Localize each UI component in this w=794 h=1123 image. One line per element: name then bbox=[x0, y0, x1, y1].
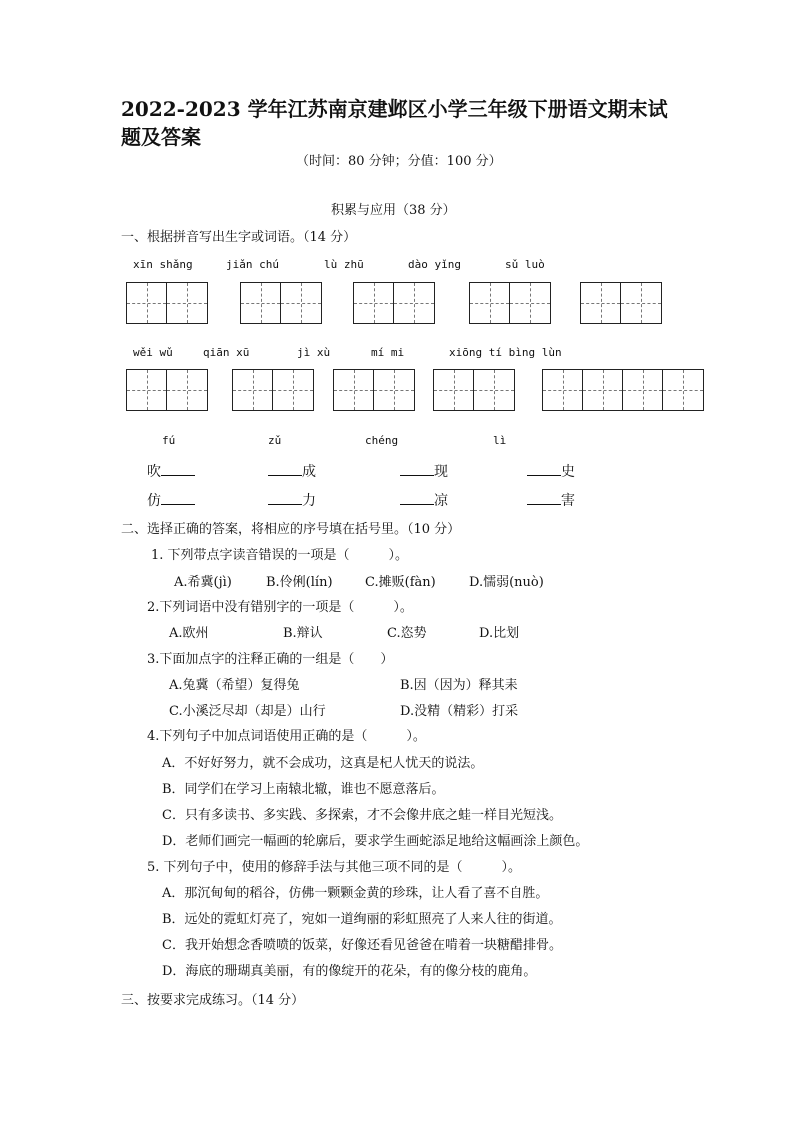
pinyin-label: jì xù bbox=[297, 346, 331, 359]
option-d[interactable]: D.懦弱(nuò) bbox=[469, 575, 544, 590]
q1-heading: 一、根据拼音写出生字或词语。（14 分） bbox=[121, 230, 357, 245]
pinyin-label: chéng bbox=[365, 434, 399, 447]
fill-item bbox=[527, 461, 575, 481]
exam-title bbox=[121, 95, 668, 151]
option-a[interactable]: A．那沉甸甸的稻谷，仿佛一颗颗金黄的珍珠，让人看了喜不自胜。 bbox=[162, 886, 549, 901]
pinyin-label: fú bbox=[162, 434, 176, 447]
option-b[interactable]: B.辩认 bbox=[283, 626, 323, 641]
writing-grid[interactable] bbox=[433, 369, 515, 411]
option-c[interactable]: C．我开始想念香喷喷的饭菜，好像还看见爸爸在啃着一块糖醋排骨。 bbox=[162, 938, 562, 953]
fill-char: 史 bbox=[561, 464, 575, 480]
answer-blank[interactable] bbox=[527, 463, 561, 476]
answer-blank[interactable] bbox=[527, 492, 561, 505]
writing-grid[interactable] bbox=[580, 282, 662, 324]
fill-item bbox=[400, 490, 448, 510]
writing-grid[interactable] bbox=[240, 282, 322, 324]
pinyin-label: lì bbox=[493, 434, 507, 447]
pinyin-label: jiǎn chú bbox=[226, 258, 279, 271]
q2-heading: 二、选择正确的答案，将相应的序号填在括号里。（10 分） bbox=[121, 522, 461, 537]
writing-grid[interactable] bbox=[126, 282, 208, 324]
writing-grid[interactable] bbox=[232, 369, 314, 411]
option-c[interactable]: C.小溪泛尽却（却是）山行 bbox=[169, 704, 326, 719]
writing-grid[interactable] bbox=[126, 369, 208, 411]
answer-blank[interactable] bbox=[161, 492, 195, 505]
pinyin-label: lù zhū bbox=[324, 258, 364, 271]
pinyin-label: zǔ bbox=[268, 434, 282, 447]
fill-char: 害 bbox=[561, 493, 575, 509]
q3-heading: 三、按要求完成练习。（14 分） bbox=[121, 993, 305, 1008]
fill-item bbox=[268, 461, 316, 481]
fill-item bbox=[147, 490, 195, 510]
option-b[interactable]: B.因（因为）释其耒 bbox=[400, 678, 518, 693]
pinyin-label: wěi wǔ bbox=[133, 346, 173, 359]
answer-blank[interactable] bbox=[268, 492, 302, 505]
option-b[interactable]: B.伶俐(lín) bbox=[266, 575, 333, 590]
pinyin-label: xiōng tí bìng lùn bbox=[449, 346, 562, 359]
answer-blank[interactable] bbox=[400, 492, 434, 505]
pinyin-label: sǔ luò bbox=[505, 258, 545, 271]
exam-title-line2: 题及答案 bbox=[121, 125, 201, 149]
pinyin-label: dào yǐng bbox=[408, 258, 461, 271]
q2-stem-2: 2.下列词语中没有错别字的一项是（ ）。 bbox=[147, 600, 413, 615]
exam-title-line1: 2022-2023 学年江苏南京建邺区小学三年级下册语文期末试 bbox=[121, 97, 668, 121]
answer-blank[interactable] bbox=[161, 463, 195, 476]
fill-item bbox=[400, 461, 448, 481]
option-b[interactable]: B．同学们在学习上南辕北辙，谁也不愿意落后。 bbox=[162, 782, 445, 797]
pinyin-label: xīn shǎng bbox=[133, 258, 193, 271]
option-c[interactable]: C.摊贩(fàn) bbox=[365, 575, 436, 590]
q2-stem-4: 4.下列句子中加点词语使用正确的是（ ）。 bbox=[147, 729, 426, 744]
pinyin-label: mí mi bbox=[371, 346, 405, 359]
writing-grid[interactable] bbox=[469, 282, 551, 324]
q2-stem-1: 1. 下列带点字读音错误的一项是（ ）。 bbox=[151, 548, 409, 563]
fill-char: 成 bbox=[302, 464, 316, 480]
fill-char: 现 bbox=[434, 464, 448, 480]
answer-blank[interactable] bbox=[400, 463, 434, 476]
option-d[interactable]: D.没精（精彩）打采 bbox=[400, 704, 519, 719]
fill-char: 力 bbox=[302, 493, 316, 509]
option-a[interactable]: A.希冀(jì) bbox=[174, 575, 232, 590]
option-d[interactable]: D.比划 bbox=[479, 626, 520, 641]
pinyin-label: qiān xū bbox=[203, 346, 250, 359]
fill-char: 凉 bbox=[434, 493, 448, 509]
fill-char: 吹 bbox=[147, 464, 161, 480]
option-c[interactable]: C．只有多读书、多实践、多探索，才不会像井底之蛙一样目光短浅。 bbox=[162, 808, 562, 823]
section-heading: 积累与应用（38 分） bbox=[331, 203, 456, 218]
option-c[interactable]: C.恣势 bbox=[387, 626, 427, 641]
writing-grid[interactable] bbox=[353, 282, 435, 324]
option-a[interactable]: A．不好好努力，就不会成功，这真是杞人忧天的说法。 bbox=[162, 756, 484, 771]
fill-item bbox=[527, 490, 575, 510]
fill-item bbox=[268, 490, 316, 510]
exam-subtitle: （时间：80 分钟；分值：100 分） bbox=[296, 154, 502, 169]
answer-blank[interactable] bbox=[268, 463, 302, 476]
q2-stem-3: 3.下面加点字的注释正确的一组是（ ） bbox=[147, 652, 394, 667]
writing-grid[interactable] bbox=[333, 369, 415, 411]
option-d[interactable]: D．老师们画完一幅画的轮廓后，要求学生画蛇添足地给这幅画涂上颜色。 bbox=[162, 834, 589, 849]
q2-stem-5: 5. 下列句子中，使用的修辞手法与其他三项不同的是（ ）。 bbox=[147, 860, 522, 875]
writing-grid-four[interactable] bbox=[542, 369, 704, 411]
fill-item bbox=[147, 461, 195, 481]
fill-char: 仿 bbox=[147, 493, 161, 509]
option-a[interactable]: A.兔冀（希望）复得兔 bbox=[169, 678, 300, 693]
option-b[interactable]: B．远处的霓虹灯亮了，宛如一道绚丽的彩虹照亮了人来人往的街道。 bbox=[162, 912, 562, 927]
option-d[interactable]: D．海底的珊瑚真美丽，有的像绽开的花朵，有的像分枝的鹿角。 bbox=[162, 964, 537, 979]
option-a[interactable]: A.欧州 bbox=[169, 626, 209, 641]
